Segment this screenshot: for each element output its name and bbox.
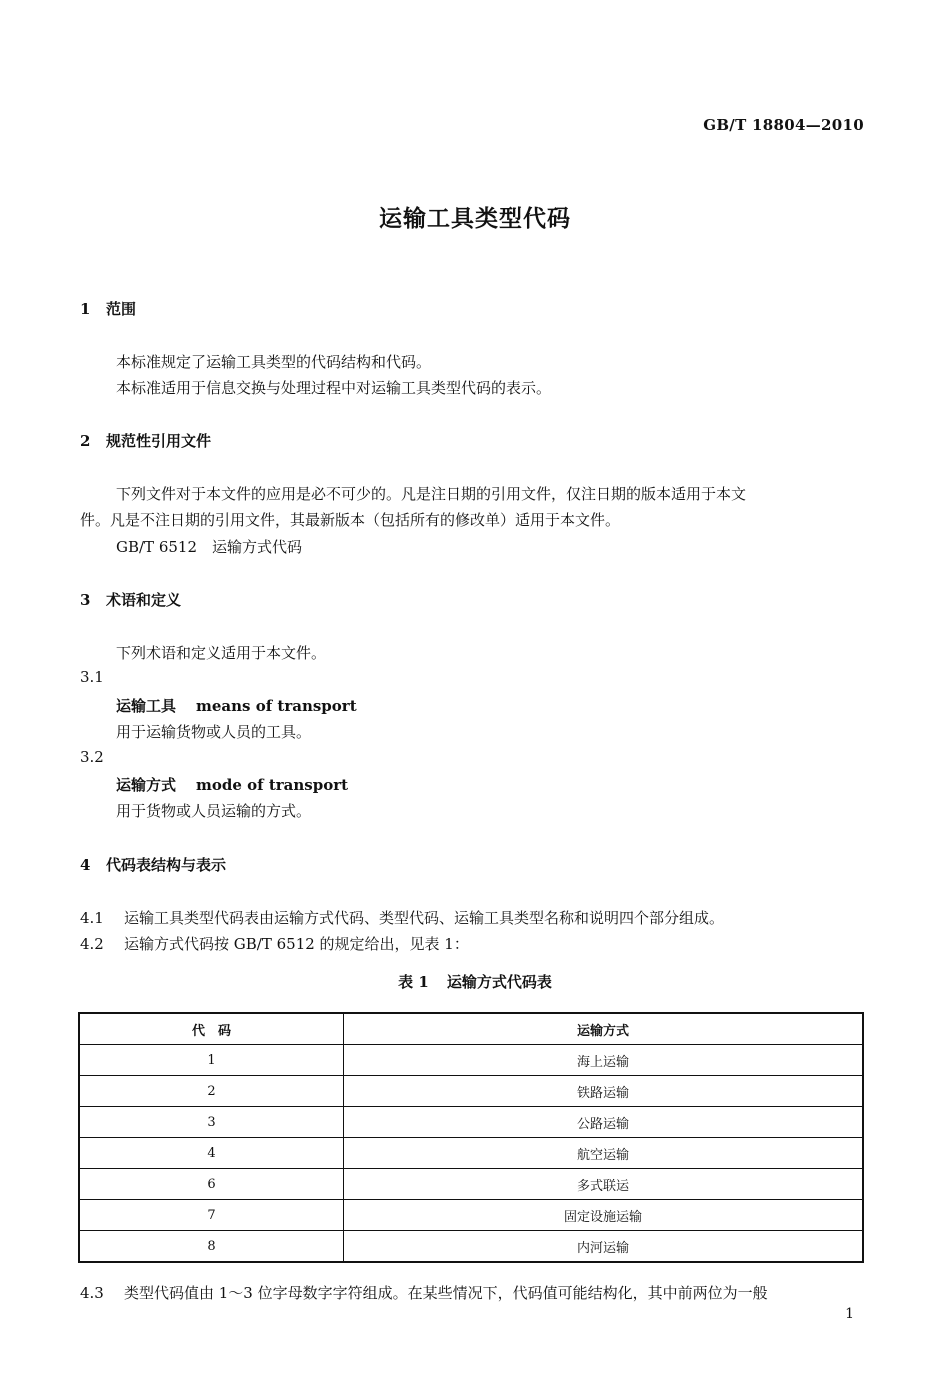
table-row xyxy=(79,1169,863,1200)
mode-cell: 固定设施运输 xyxy=(344,1200,863,1231)
term-english: mode of transport xyxy=(196,776,349,794)
code-cell: 4 xyxy=(79,1138,344,1169)
section-4-heading xyxy=(80,854,226,875)
table-row xyxy=(79,1231,863,1263)
term-3-2-definition: 用于货物或人员运输的方式。 xyxy=(116,802,312,820)
section-title: 术语和定义 xyxy=(106,591,182,609)
table-row xyxy=(79,1107,863,1138)
code-cell: 1 xyxy=(79,1045,344,1076)
table-row xyxy=(79,1045,863,1076)
clause-text: 运输工具类型代码表由运输方式代码、类型代码、运输工具类型名称和说明四个部分组成。 xyxy=(124,909,725,927)
table-row xyxy=(79,1138,863,1169)
mode-cell: 内河运输 xyxy=(344,1231,863,1263)
section-2-paragraph-line-1: 下列文件对于本文件的应用是必不可少的。凡是注日期的引用文件，仅注日期的版本适用于本文 xyxy=(116,485,747,503)
term-3-1-definition: 用于运输货物或人员的工具。 xyxy=(116,723,312,741)
column-header-code: 代 码 xyxy=(79,1013,344,1045)
clause-number: 4.1 xyxy=(80,909,104,927)
section-title: 范围 xyxy=(106,300,137,318)
table-1-caption xyxy=(0,971,950,992)
mode-cell: 公路运输 xyxy=(344,1107,863,1138)
clause-text: 类型代码值由 1～3 位字母数字字符组成。在某些情况下，代码值可能结构化，其中前两位为一般 xyxy=(124,1284,768,1302)
clause-4-2 xyxy=(80,933,469,954)
section-title: 代码表结构与表示 xyxy=(106,856,227,874)
section-number: 2 xyxy=(80,432,91,450)
mode-cell: 多式联运 xyxy=(344,1169,863,1200)
section-title: 规范性引用文件 xyxy=(106,432,212,450)
table-row xyxy=(79,1200,863,1231)
section-2-heading xyxy=(80,430,211,451)
page-number: 1 xyxy=(845,1306,854,1322)
section-1-heading xyxy=(80,298,136,319)
mode-cell: 海上运输 xyxy=(344,1045,863,1076)
table-caption-number: 表 1 xyxy=(398,973,429,991)
term-chinese: 运输工具 xyxy=(116,697,177,715)
clause-4-3 xyxy=(80,1282,768,1303)
transport-mode-code-table xyxy=(78,1012,864,1263)
section-number: 1 xyxy=(80,300,91,318)
code-cell: 2 xyxy=(79,1076,344,1107)
section-3-intro: 下列术语和定义适用于本文件。 xyxy=(116,644,327,662)
section-2-paragraph-line-2: 件。凡是不注日期的引用文件，其最新版本（包括所有的修改单）适用于本文件。 xyxy=(80,511,621,529)
clause-4-1 xyxy=(80,907,724,928)
standard-number: GB/T 18804—2010 xyxy=(703,116,864,134)
document-title: 运输工具类型代码 xyxy=(379,205,571,232)
code-cell: 8 xyxy=(79,1231,344,1263)
section-3-heading xyxy=(80,589,181,610)
term-chinese: 运输方式 xyxy=(116,776,177,794)
section-1-paragraph-2: 本标准适用于信息交换与处理过程中对运输工具类型代码的表示。 xyxy=(116,379,552,397)
mode-cell: 航空运输 xyxy=(344,1138,863,1169)
section-1-paragraph-1: 本标准规定了运输工具类型的代码结构和代码。 xyxy=(116,353,432,371)
table-caption-title: 运输方式代码表 xyxy=(446,973,552,991)
column-header-mode: 运输方式 xyxy=(344,1013,863,1045)
table-header-row xyxy=(79,1013,863,1045)
clause-number: 4.2 xyxy=(80,935,104,953)
section-number: 4 xyxy=(80,856,91,874)
code-cell: 7 xyxy=(79,1200,344,1231)
term-3-2 xyxy=(116,774,348,795)
code-cell: 6 xyxy=(79,1169,344,1200)
term-3-1 xyxy=(116,695,357,716)
table-row xyxy=(79,1076,863,1107)
code-cell: 3 xyxy=(79,1107,344,1138)
term-3-1-number: 3.1 xyxy=(80,668,104,686)
normative-reference: GB/T 6512 运输方式代码 xyxy=(116,538,303,556)
clause-number: 4.3 xyxy=(80,1284,104,1302)
mode-cell: 铁路运输 xyxy=(344,1076,863,1107)
section-number: 3 xyxy=(80,591,91,609)
clause-text: 运输方式代码按 GB/T 6512 的规定给出，见表 1： xyxy=(124,935,469,953)
term-english: means of transport xyxy=(196,697,357,715)
term-3-2-number: 3.2 xyxy=(80,748,104,766)
